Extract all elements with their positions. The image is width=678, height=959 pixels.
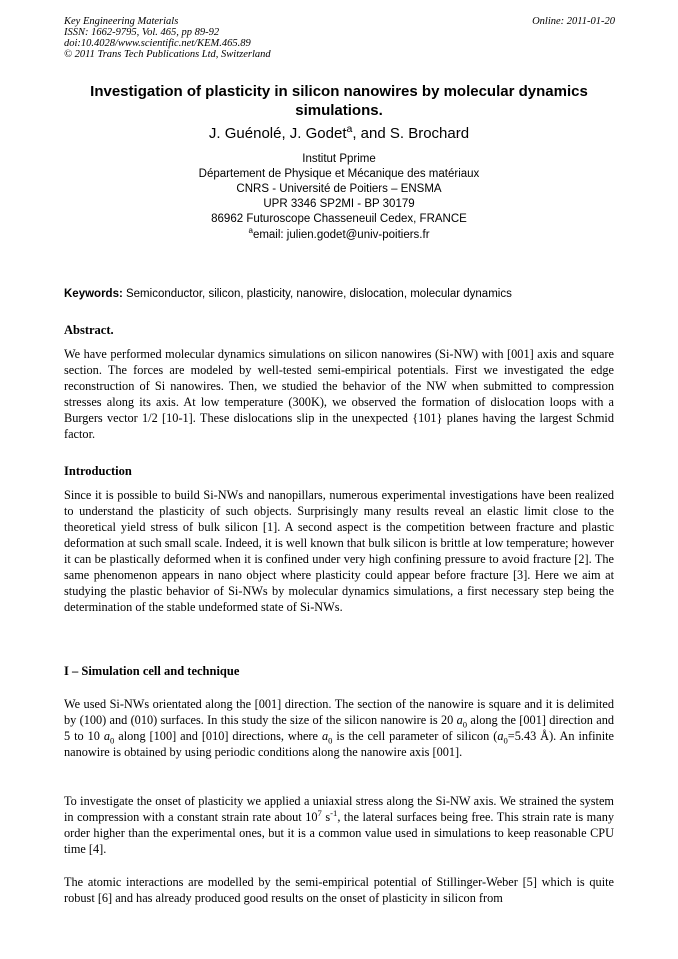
p1-a0-sub: 0 <box>110 735 115 746</box>
abstract-text: We have performed molecular dynamics simulations on silicon nanowires (Si-NW) with [001] axis and square section. The forces are modeled by well-tested semi-empirical potentials. First we investigated the edge reconstruction of Si nanowires. Then, we studied the behavior of the NW when submitted to compression stresses along its axis. At low temperature (300K), we observed the formation of dislocation loops with a Burgers vector 1/2 [10-1]. These dislocations slip in the unexpected {101} planes having the largest Schmid factor. <box>64 347 614 441</box>
p1-text-d: is the cell parameter of silicon ( <box>332 729 498 743</box>
p2-text-c: , the lateral surfaces being free. This strain rate is many order higher than the experimental ones, but it is a common value used in simulations to keep reasonable CPU time [4]. <box>64 810 615 856</box>
author-list <box>60 125 618 143</box>
paper-title: Investigation of plasticity in silicon nanowires by molecular dynamics simulations. <box>90 83 588 119</box>
affiliation-line-3: CNRS - Université de Poitiers – ENSMA <box>236 183 442 195</box>
section1-heading: I – Simulation cell and technique <box>64 664 240 678</box>
p1-a0-sub: 0 <box>462 719 468 730</box>
introduction-heading: Introduction <box>64 464 132 478</box>
doi-line: doi:10.4028/www.scientific.net/KEM.465.89 <box>64 38 251 49</box>
issn-line: ISSN: 1662-9795, Vol. 465, pp 89-92 <box>64 27 220 38</box>
keywords <box>64 287 616 302</box>
keywords-text: Semiconductor, silicon, plasticity, nanowire, dislocation, molecular dynamics <box>122 288 512 300</box>
copyright-line: © 2011 Trans Tech Publications Ltd, Switzerland <box>64 49 271 60</box>
journal-name: Key Engineering Materials <box>64 16 179 27</box>
p1-text-a: We used Si-NWs orientated along the [001] direction. The section of the nanowire is square and it is delimited by (100) and (010) surfaces. In this study the size of the silicon nanowire is 20 <box>64 697 614 727</box>
section1-paragraph-1 <box>64 696 614 760</box>
journal-header <box>64 16 271 60</box>
email-sup: a <box>248 226 253 236</box>
p2-text-a: To investigate the onset of plasticity we applied a uniaxial stress along the Si-NW axis. We strained the system in compression with a constant strain rate about 10 <box>64 794 614 824</box>
keywords-label: Keywords: <box>64 288 123 300</box>
p1-a0-symbol: a <box>497 729 504 743</box>
p1-a0-sub: 0 <box>328 735 333 746</box>
authors-sup: a <box>346 123 353 135</box>
affiliation-line-4: UPR 3346 SP2MI - BP 30179 <box>263 198 415 210</box>
affiliation-block <box>60 152 618 227</box>
section1-paragraph-2 <box>64 793 614 857</box>
p1-a0-symbol: a <box>103 729 111 743</box>
introduction-text: Since it is possible to build Si-NWs and nanopillars, numerous experimental investigations have been realized to understand the plasticity of such objects. Surprisingly many results reveal an elastic limit close to the theoretical yield stress of bulk silicon [1]. A second aspect is the competition between fracture and plastic deformation at such small scale. Indeed, it is well known that bulk silicon is brittle at low temperature; however it can be plastically deformed when it is confined under very high confining pressure to avoid fracture [2]. The same phenomenon appears in nano object where plasticity could appear before fracture [3]. Here we aim at studying the plastic behavior of Si-NWs by molecular dynamics simulations, a first necessary step being the determination of the stable undeformed state of Si-NWs. <box>64 488 614 614</box>
affiliation-line-5: 86962 Futuroscope Chasseneuil Cedex, FRANCE <box>211 213 467 225</box>
affiliation-line-1: Institut Pprime <box>302 153 376 165</box>
p1-a0-symbol: a <box>321 729 329 743</box>
p1-text-e: =5.43 Å). An infinite nanowire is obtained by using periodic conditions along the nanowire axis [001]. <box>64 729 614 759</box>
p1-text-b: along the [001] direction and 5 to 10 <box>64 713 614 743</box>
p2-text-b: s <box>321 810 331 824</box>
p2-exponent-2: -1 <box>330 807 338 818</box>
online-date: Online: 2011-01-20 <box>532 16 615 27</box>
p2-exponent-1: 7 <box>317 807 322 818</box>
affiliation-line-2: Département de Physique et Mécanique des matériaux <box>198 168 480 180</box>
p1-a0-sub: 0 <box>503 735 508 746</box>
email-address[interactable]: email: julien.godet@univ-poitiers.fr <box>252 229 430 241</box>
p1-a0-symbol: a <box>456 713 463 727</box>
authors-part1: J. Guénolé, J. Godet <box>208 125 347 142</box>
p1-text-c: along [100] and [010] directions, where <box>114 729 322 743</box>
email-line <box>60 228 618 243</box>
section1-paragraph-3: The atomic interactions are modelled by the semi-empirical potential of Stillinger-Weber [5] which is quite robust [6] and has already produced good results on the onset of plasticity in silicon from <box>64 875 614 905</box>
authors-part2: , and S. Brochard <box>352 125 470 142</box>
abstract-heading: Abstract. <box>64 323 114 337</box>
